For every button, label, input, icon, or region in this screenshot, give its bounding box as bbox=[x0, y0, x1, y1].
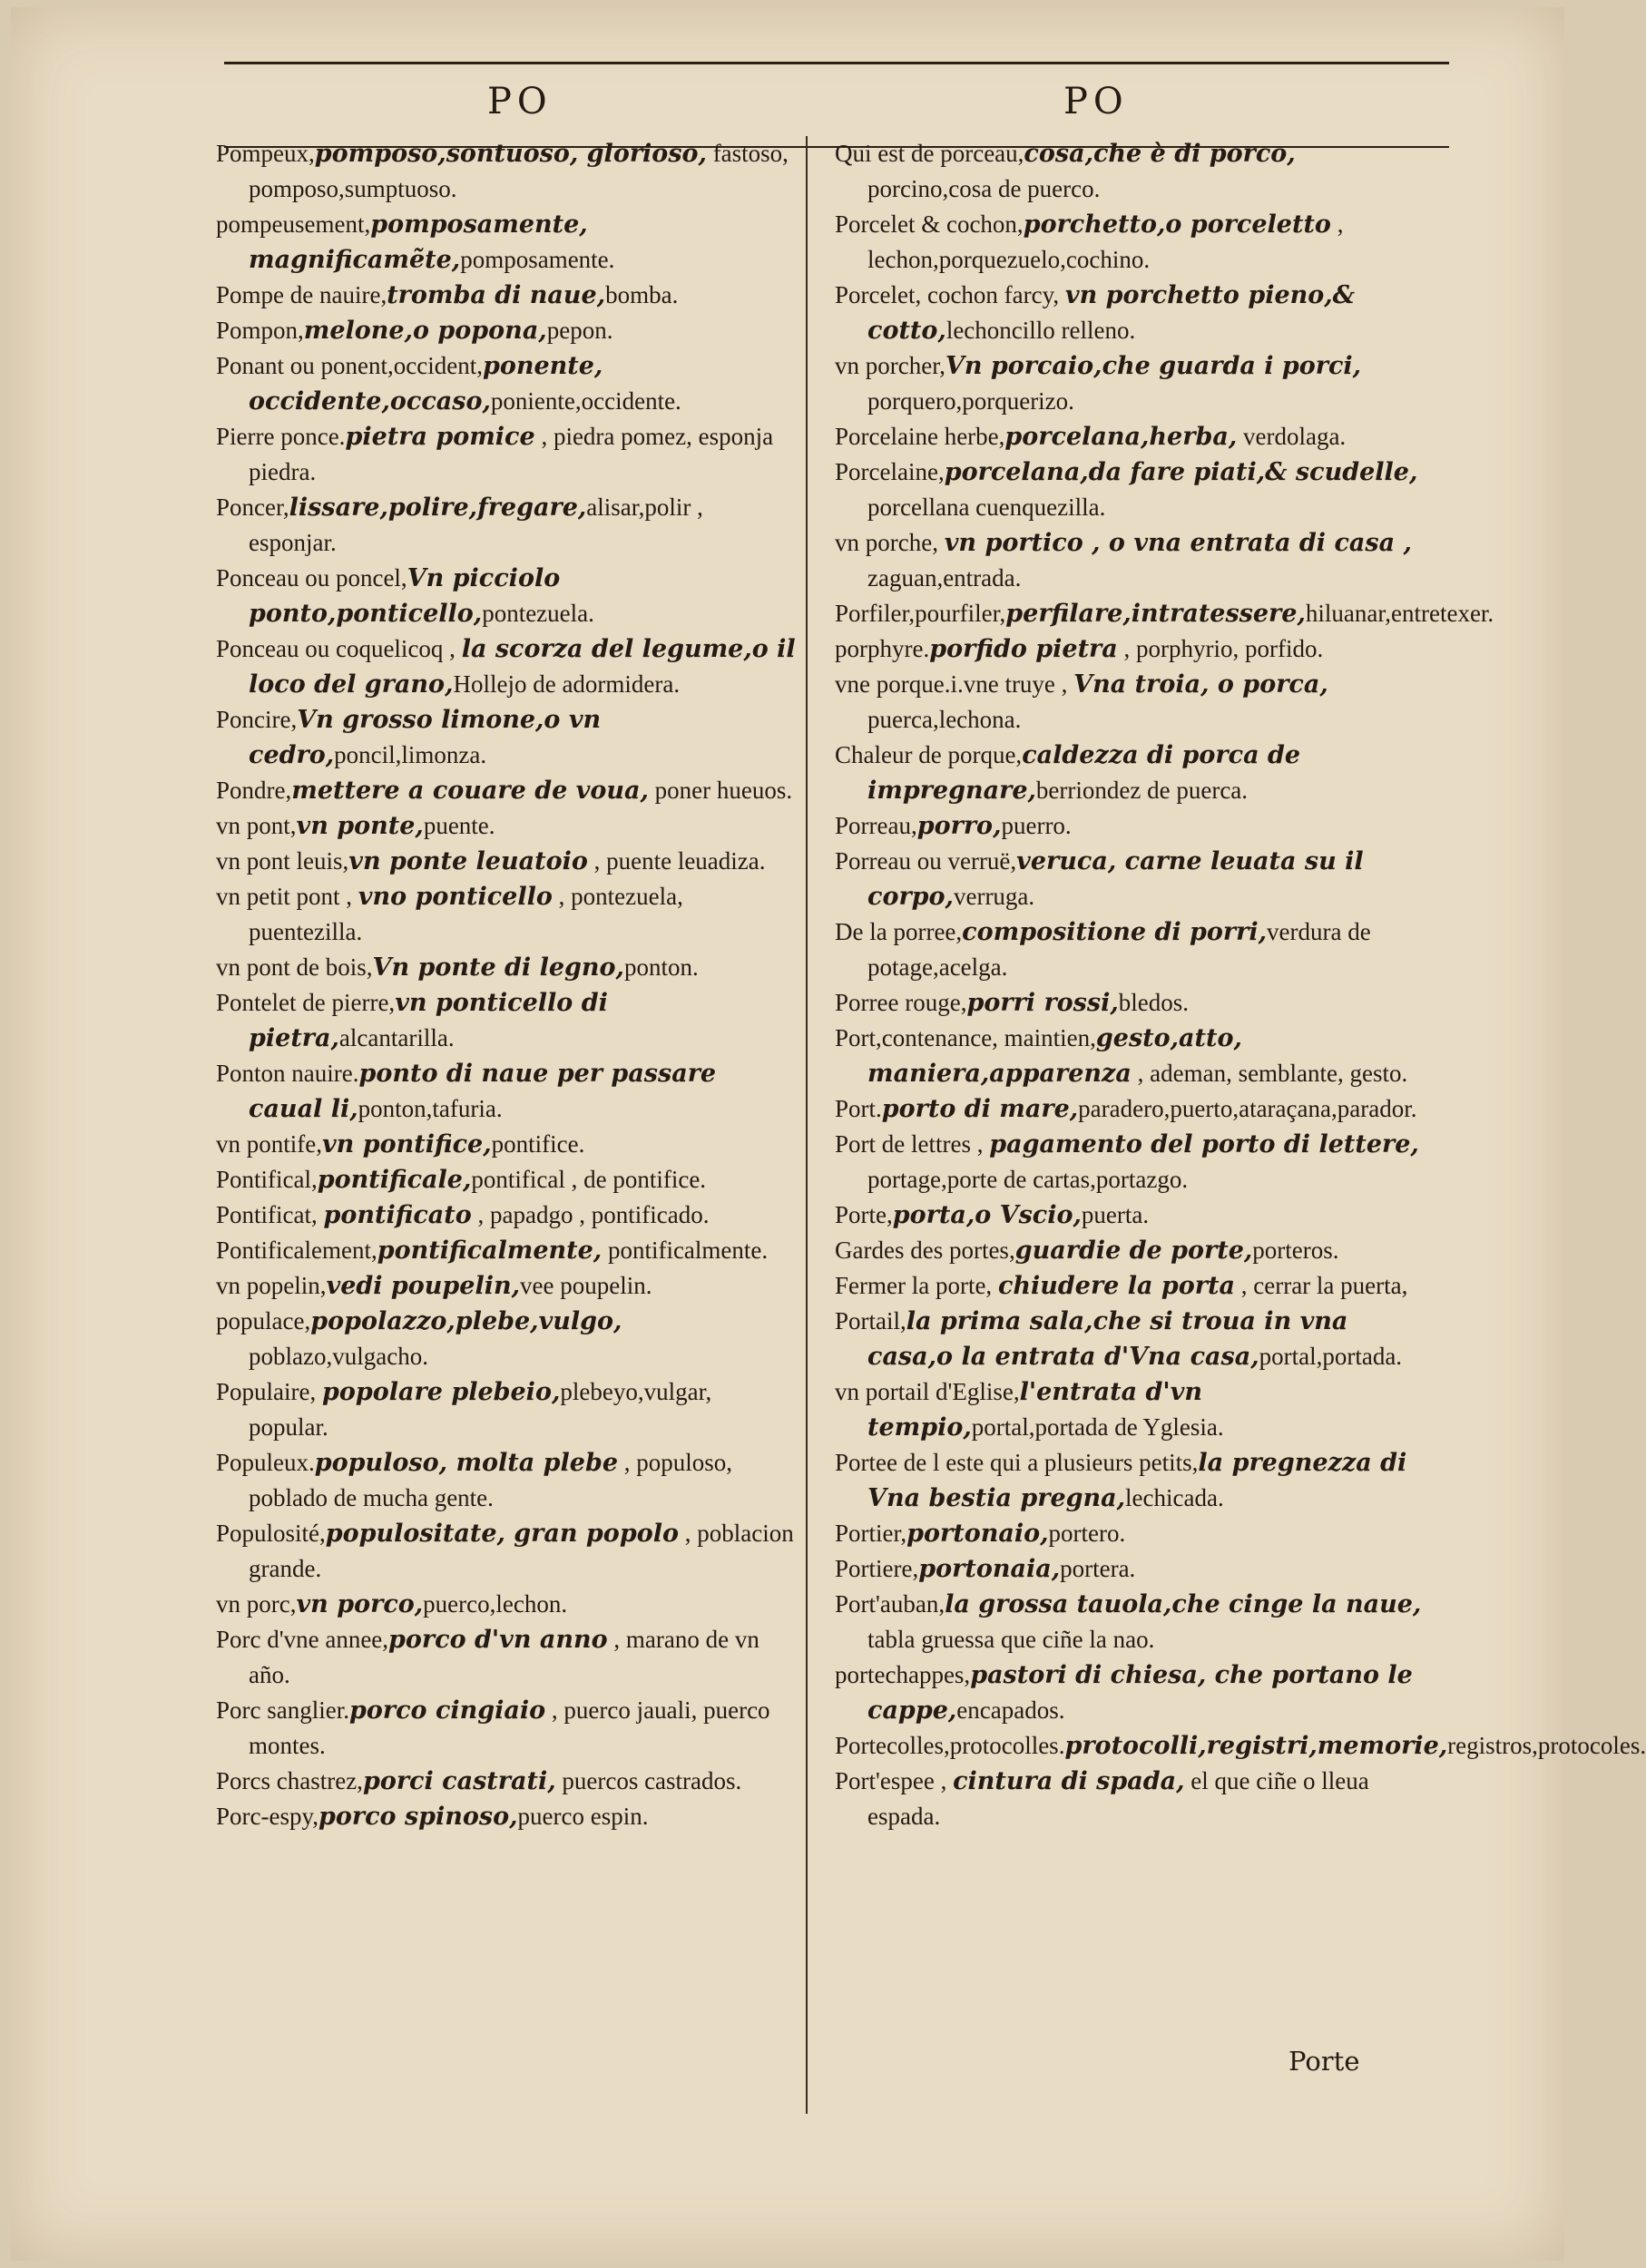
headword: Porcelaine, bbox=[835, 458, 945, 485]
dictionary-entry bbox=[216, 348, 797, 419]
dictionary-entry bbox=[216, 773, 797, 808]
dictionary-entry bbox=[216, 1587, 797, 1622]
headword: vn porc, bbox=[216, 1590, 297, 1618]
dictionary-entry bbox=[835, 1268, 1425, 1304]
headword: Porte, bbox=[835, 1201, 893, 1228]
spanish-gloss: paradero,puerto,ataraçana,parador. bbox=[1078, 1095, 1417, 1122]
dictionary-entry bbox=[835, 455, 1425, 525]
dictionary-entry bbox=[835, 348, 1425, 419]
dictionary-entry bbox=[216, 879, 797, 950]
headword: vn popelin, bbox=[216, 1272, 327, 1299]
spanish-gloss: plebeyo,vulgar, popular. bbox=[249, 1378, 712, 1441]
dictionary-entry bbox=[835, 1091, 1425, 1127]
italian-gloss: tromba di naue, bbox=[387, 281, 606, 309]
dictionary-entry bbox=[835, 667, 1425, 738]
headword: Port'auban, bbox=[835, 1590, 945, 1618]
spanish-gloss: portero. bbox=[1048, 1520, 1126, 1547]
dictionary-entry bbox=[835, 1374, 1425, 1445]
headword: populace, bbox=[216, 1307, 311, 1334]
dictionary-entry bbox=[835, 1304, 1425, 1374]
dictionary-entry bbox=[216, 419, 797, 490]
dictionary-entry bbox=[835, 1233, 1425, 1268]
italian-gloss: porcelana,herba, bbox=[1004, 423, 1238, 451]
spanish-gloss: pepon. bbox=[546, 317, 613, 344]
spanish-gloss: poblazo,vulgacho. bbox=[249, 1343, 428, 1370]
italian-gloss: vn portico , o vna entrata di casa , bbox=[944, 529, 1412, 557]
italian-gloss: l'entrata d'vn tempio, bbox=[867, 1378, 1202, 1442]
headword: Portecolles,protocolles. bbox=[835, 1732, 1065, 1759]
spanish-gloss: fastoso, pomposo,sumptuoso. bbox=[249, 140, 789, 202]
dictionary-entry bbox=[835, 631, 1425, 667]
dictionary-entry bbox=[216, 1516, 797, 1587]
spanish-gloss: pontifical , de pontifice. bbox=[471, 1166, 707, 1193]
headword: porphyre. bbox=[835, 635, 930, 662]
dictionary-entry bbox=[216, 561, 797, 631]
headword: Ponceau ou poncel, bbox=[216, 564, 407, 591]
spanish-gloss: pontifice. bbox=[491, 1130, 585, 1158]
spanish-gloss: bomba. bbox=[605, 281, 679, 308]
italian-gloss: cintura di spada, bbox=[953, 1767, 1185, 1795]
spanish-gloss: encapados. bbox=[956, 1696, 1065, 1724]
headword: portechappes, bbox=[835, 1661, 971, 1688]
headword: Portier, bbox=[835, 1520, 907, 1547]
italian-gloss: protocolli,registri,memorie, bbox=[1064, 1732, 1448, 1760]
headword: Portiere, bbox=[835, 1555, 919, 1582]
spanish-gloss: porquero,porquerizo. bbox=[867, 387, 1074, 415]
left-column bbox=[216, 136, 797, 1834]
running-head-left: PO bbox=[487, 81, 553, 122]
headword: Populeux. bbox=[216, 1449, 315, 1476]
italian-gloss: pontificato bbox=[323, 1201, 472, 1229]
spanish-gloss: porcellana cuenquezilla. bbox=[867, 494, 1106, 521]
spanish-gloss: registros,protocoles. bbox=[1447, 1732, 1646, 1759]
spanish-gloss: Hollejo de adormidera. bbox=[453, 670, 681, 698]
dictionary-entry bbox=[835, 1127, 1425, 1198]
spanish-gloss: tabla gruessa que ciñe la nao. bbox=[867, 1626, 1155, 1653]
spanish-gloss: , piedra pomez, esponja piedra. bbox=[249, 423, 774, 485]
headword: Porcs chastrez, bbox=[216, 1767, 363, 1794]
column-divider bbox=[806, 136, 808, 2114]
headword: Populosité, bbox=[216, 1520, 326, 1547]
spanish-gloss: , poblacion grande. bbox=[249, 1520, 794, 1582]
dictionary-entry bbox=[216, 136, 797, 207]
italian-gloss: chiudere la porta bbox=[997, 1272, 1235, 1300]
spanish-gloss: hiluanar,entretexer. bbox=[1305, 600, 1494, 627]
spanish-gloss: poncil,limonza. bbox=[334, 741, 487, 768]
spanish-gloss: pomposamente. bbox=[460, 246, 615, 273]
dictionary-entry bbox=[835, 1516, 1425, 1551]
italian-gloss: vn porco, bbox=[296, 1590, 424, 1618]
spanish-gloss: puerta. bbox=[1081, 1201, 1150, 1228]
headword: vn petit pont , bbox=[216, 883, 358, 910]
spanish-gloss: zaguan,entrada. bbox=[867, 564, 1022, 591]
dictionary-entry bbox=[835, 596, 1494, 631]
italian-gloss: porco spinoso, bbox=[318, 1803, 518, 1831]
italian-gloss: portonaia, bbox=[918, 1555, 1061, 1583]
italian-gloss: vn ponte leuatoio bbox=[348, 847, 588, 875]
spanish-gloss: , puerco jauali, puerco montes. bbox=[249, 1696, 770, 1759]
dictionary-entry bbox=[835, 1587, 1425, 1657]
italian-gloss: vn pontifice, bbox=[321, 1130, 492, 1158]
italian-gloss: vn porchetto pieno,& cotto, bbox=[867, 281, 1356, 345]
dictionary-entry bbox=[835, 914, 1425, 985]
italian-gloss: caldezza di porca de impregnare, bbox=[867, 741, 1301, 805]
italian-gloss: mettere a couare de voua, bbox=[291, 777, 649, 805]
headword: Pontificat, bbox=[216, 1201, 324, 1228]
spanish-gloss: puerro. bbox=[1001, 812, 1072, 839]
italian-gloss: pontificale, bbox=[317, 1166, 472, 1194]
italian-gloss: vn ponte, bbox=[296, 812, 424, 840]
italian-gloss: vedi poupelin, bbox=[326, 1272, 521, 1300]
italian-gloss: Vn picciolo ponto,ponticello, bbox=[249, 564, 561, 628]
headword: vn pont, bbox=[216, 812, 297, 839]
dictionary-entry bbox=[216, 844, 797, 879]
italian-gloss: Vn ponte di legno, bbox=[372, 953, 624, 982]
headword: De la porree, bbox=[835, 918, 963, 945]
dictionary-entry bbox=[835, 419, 1425, 455]
dictionary-entry bbox=[216, 808, 797, 844]
spanish-gloss: ponton. bbox=[623, 953, 699, 981]
italian-gloss: compositione di porri, bbox=[962, 918, 1268, 946]
spanish-gloss: , puente leuadiza. bbox=[587, 847, 766, 875]
dictionary-entry bbox=[216, 985, 797, 1056]
italian-gloss: perfilare,intratessere, bbox=[1005, 600, 1306, 628]
headword: Pontelet de pierre, bbox=[216, 989, 396, 1016]
italian-gloss: vno ponticello bbox=[358, 883, 553, 911]
dictionary-entry bbox=[835, 844, 1425, 914]
spanish-gloss: vee poupelin. bbox=[520, 1272, 652, 1299]
italian-gloss: popolare plebeio, bbox=[321, 1378, 561, 1406]
dictionary-entry bbox=[216, 950, 797, 985]
headword: vn pont leuis, bbox=[216, 847, 349, 875]
italian-gloss: populositate, gran popolo bbox=[325, 1520, 679, 1548]
italian-gloss: porto di mare, bbox=[881, 1095, 1079, 1123]
headword: Ponant ou ponent,occident, bbox=[216, 352, 483, 379]
dictionary-entry bbox=[216, 207, 797, 278]
spanish-gloss: lechoncillo relleno. bbox=[945, 317, 1136, 344]
headword: vn portail d'Eglise, bbox=[835, 1378, 1020, 1405]
running-header bbox=[224, 62, 1449, 148]
headword: Populaire, bbox=[216, 1378, 322, 1405]
spanish-gloss: alisar,polir , esponjar. bbox=[249, 494, 703, 556]
headword: Porc-espy, bbox=[216, 1803, 318, 1830]
headword: Porcelet, cochon farcy, bbox=[835, 281, 1065, 308]
dictionary-entry bbox=[216, 1445, 797, 1516]
headword: Pontificalement, bbox=[216, 1237, 377, 1264]
italian-gloss: porfido pietra bbox=[929, 635, 1118, 663]
italian-gloss: la pregnezza di Vna bestia pregna, bbox=[867, 1449, 1407, 1512]
italian-gloss: guardie de porte, bbox=[1014, 1237, 1253, 1265]
spanish-gloss: puerco espin. bbox=[517, 1803, 649, 1830]
spanish-gloss: el que ciñe o lleua espada. bbox=[867, 1767, 1369, 1830]
headword: Poncire, bbox=[216, 706, 298, 733]
dictionary-entry bbox=[216, 313, 797, 348]
headword: Port'espee , bbox=[835, 1767, 954, 1794]
italian-gloss: Vna troia, o porca, bbox=[1073, 670, 1328, 699]
dictionary-entry bbox=[835, 1021, 1425, 1091]
headword: Pompeux, bbox=[216, 140, 315, 167]
dictionary-entry bbox=[835, 1657, 1425, 1728]
italian-gloss: vn ponticello di pietra, bbox=[249, 989, 608, 1052]
italian-gloss: ponto di naue per passare caual li, bbox=[249, 1060, 717, 1123]
dictionary-entry bbox=[216, 1764, 797, 1799]
headword: Pierre ponce. bbox=[216, 423, 346, 450]
italian-gloss: porri rossi, bbox=[966, 989, 1119, 1017]
headword: vn pont de bois, bbox=[216, 953, 373, 981]
spanish-gloss: puerca,lechona. bbox=[867, 706, 1022, 733]
spanish-gloss: puente. bbox=[423, 812, 495, 839]
headword: vne porque.i.vne truye , bbox=[835, 670, 1074, 698]
spanish-gloss: , lechon,porquezuelo,cochino. bbox=[867, 210, 1344, 273]
headword: Pompon, bbox=[216, 317, 304, 344]
italian-gloss: porta,o Vscio, bbox=[892, 1201, 1082, 1229]
italian-gloss: gesto,atto, maniera,apparenza bbox=[867, 1024, 1242, 1088]
italian-gloss: pagamento del porto di lettere, bbox=[989, 1130, 1419, 1158]
dictionary-entry bbox=[835, 136, 1425, 207]
italian-gloss: porco d'vn anno bbox=[388, 1626, 608, 1654]
dictionary-entry bbox=[835, 1764, 1425, 1834]
dictionary-entry bbox=[835, 1445, 1425, 1516]
italian-gloss: la grossa tauola,che cinge la naue, bbox=[945, 1590, 1422, 1618]
dictionary-entry bbox=[835, 1551, 1425, 1587]
dictionary-entry bbox=[216, 702, 797, 773]
spanish-gloss: lechicada. bbox=[1125, 1484, 1224, 1511]
spanish-gloss: verruga. bbox=[953, 883, 1035, 910]
spanish-gloss: verdura de potage,acelga. bbox=[867, 918, 1371, 981]
headword: Ponceau ou coquelicoq , bbox=[216, 635, 462, 662]
dictionary-entry bbox=[216, 631, 797, 702]
italian-gloss: portonaio, bbox=[906, 1520, 1049, 1548]
spanish-gloss: porteros. bbox=[1252, 1237, 1339, 1264]
spanish-gloss: puerco,lechon. bbox=[423, 1590, 568, 1618]
italian-gloss: porci castrati, bbox=[362, 1767, 556, 1795]
dictionary-entry bbox=[216, 1374, 797, 1445]
spanish-gloss: verdolaga. bbox=[1237, 423, 1347, 450]
spanish-gloss: alcantarilla. bbox=[338, 1024, 455, 1051]
right-column bbox=[835, 136, 1646, 1834]
italian-gloss: porro, bbox=[916, 812, 1002, 840]
catchword: Porte bbox=[1288, 2046, 1360, 2077]
spanish-gloss: portal,portada. bbox=[1259, 1343, 1403, 1370]
italian-gloss: pontificalmente, bbox=[377, 1237, 603, 1265]
spanish-gloss: puercos castrados. bbox=[555, 1767, 742, 1794]
dictionary-entry bbox=[835, 808, 1425, 844]
spanish-gloss: porcino,cosa de puerco. bbox=[867, 175, 1101, 202]
italian-gloss: la prima sala,che si troua in vna casa,o la entrata d'Vna casa, bbox=[867, 1307, 1348, 1371]
italian-gloss: popolazzo,plebe,vulgo, bbox=[310, 1307, 622, 1335]
spanish-gloss: portage,porte de cartas,portazgo. bbox=[867, 1166, 1189, 1193]
headword: Porree rouge, bbox=[835, 989, 967, 1016]
dictionary-entry bbox=[216, 1162, 797, 1198]
headword: vn pontife, bbox=[216, 1130, 322, 1158]
dictionary-entry bbox=[835, 1198, 1425, 1233]
dictionary-entry bbox=[835, 738, 1425, 808]
headword: Port de lettres , bbox=[835, 1130, 990, 1158]
spanish-gloss: portal,portada de Yglesia. bbox=[971, 1413, 1224, 1441]
spanish-gloss: berriondez de puerca. bbox=[1035, 777, 1249, 804]
italian-gloss: porchetto,o porceletto bbox=[1023, 210, 1331, 239]
headword: Port,contenance, maintien, bbox=[835, 1024, 1096, 1051]
headword: Porc sanglier. bbox=[216, 1696, 349, 1724]
headword: pompeusement, bbox=[216, 210, 371, 238]
headword: vn porche, bbox=[835, 529, 945, 556]
headword: Gardes des portes, bbox=[835, 1237, 1015, 1264]
spanish-gloss: ponton,tafuria. bbox=[358, 1095, 503, 1122]
italian-gloss: Vn grosso limone,o vn cedro, bbox=[249, 706, 602, 769]
dictionary-entry bbox=[216, 278, 797, 313]
headword: Ponton nauire. bbox=[216, 1060, 359, 1087]
dictionary-entry bbox=[835, 985, 1425, 1021]
headword: Pontifical, bbox=[216, 1166, 318, 1193]
italian-gloss: la scorza del legume,o il loco del grano, bbox=[249, 635, 796, 699]
headword: Qui est de porceau, bbox=[835, 140, 1024, 167]
italian-gloss: porco cingiaio bbox=[348, 1696, 546, 1725]
headword: Pondre, bbox=[216, 777, 292, 804]
headword: Poncer, bbox=[216, 494, 289, 521]
spanish-gloss: poniente,occidente. bbox=[490, 387, 681, 415]
dictionary-entry bbox=[216, 1268, 797, 1304]
dictionary-entry bbox=[216, 1198, 797, 1233]
dictionary-entry bbox=[216, 1799, 797, 1834]
italian-gloss: populoso, molta plebe bbox=[314, 1449, 619, 1477]
spanish-gloss: portera. bbox=[1060, 1555, 1136, 1582]
headword: Porreau, bbox=[835, 812, 917, 839]
headword: Porc d'vne annee, bbox=[216, 1626, 389, 1653]
dictionary-entry bbox=[835, 1728, 1646, 1764]
italian-gloss: pomposamente, magnificamẽte, bbox=[249, 210, 588, 274]
spanish-gloss: pontezuela. bbox=[482, 600, 594, 627]
italian-gloss: pastori di chiesa, che portano le cappe, bbox=[867, 1661, 1413, 1725]
headword: Porcelaine herbe, bbox=[835, 423, 1005, 450]
headword: vn porcher, bbox=[835, 352, 945, 379]
headword: Portee de l este qui a plusieurs petits, bbox=[835, 1449, 1199, 1476]
dictionary-entry bbox=[216, 490, 797, 561]
italian-gloss: porcelana,da fare piati,& scudelle, bbox=[944, 458, 1418, 486]
running-head-right: PO bbox=[1063, 81, 1129, 122]
headword: Porcelet & cochon, bbox=[835, 210, 1024, 238]
italian-gloss: pietra pomice bbox=[345, 423, 535, 451]
spanish-gloss: bledos. bbox=[1118, 989, 1189, 1016]
italian-gloss: melone,o popona, bbox=[303, 317, 547, 345]
italian-gloss: pomposo,sontuoso, glorioso, bbox=[314, 140, 707, 168]
headword: Fermer la porte, bbox=[835, 1272, 998, 1299]
headword: Portail, bbox=[835, 1307, 906, 1334]
spanish-gloss: , marano de vn año. bbox=[249, 1626, 759, 1688]
spanish-gloss: , papadgo , pontificado. bbox=[471, 1201, 710, 1228]
dictionary-entry bbox=[216, 1693, 797, 1764]
dictionary-entry bbox=[216, 1304, 797, 1374]
italian-gloss: veruca, carne leuata su il corpo, bbox=[867, 847, 1364, 911]
headword: Porreau ou verruë, bbox=[835, 847, 1017, 875]
headword: Pompe de nauire, bbox=[216, 281, 387, 308]
spanish-gloss: , porphyrio, porfido. bbox=[1117, 635, 1324, 662]
dictionary-entry bbox=[835, 278, 1425, 348]
dictionary-entry bbox=[216, 1233, 797, 1268]
spanish-gloss: poner hueuos. bbox=[648, 777, 793, 804]
dictionary-entry bbox=[216, 1056, 797, 1127]
headword: Porfiler,pourfiler, bbox=[835, 600, 1006, 627]
spanish-gloss: pontificalmente. bbox=[602, 1237, 769, 1264]
italian-gloss: ponente, occidente,occaso, bbox=[249, 352, 603, 415]
headword: Port. bbox=[835, 1095, 882, 1122]
dictionary-entry bbox=[835, 207, 1425, 278]
spanish-gloss: , pontezuela, puentezilla. bbox=[249, 883, 683, 945]
dictionary-entry bbox=[835, 525, 1425, 596]
italian-gloss: cosa,che è di porco, bbox=[1024, 140, 1296, 168]
headword: Chaleur de porque, bbox=[835, 741, 1023, 768]
dictionary-entry bbox=[216, 1622, 797, 1693]
spanish-gloss: , populoso, poblado de mucha gente. bbox=[249, 1449, 733, 1511]
dictionary-entry bbox=[216, 1127, 797, 1162]
italian-gloss: lissare,polire,fregare, bbox=[289, 494, 587, 522]
italian-gloss: Vn porcaio,che guarda i porci, bbox=[945, 352, 1362, 380]
spanish-gloss: , cerrar la puerta, bbox=[1235, 1272, 1408, 1299]
spanish-gloss: , ademan, semblante, gesto. bbox=[1131, 1060, 1408, 1087]
